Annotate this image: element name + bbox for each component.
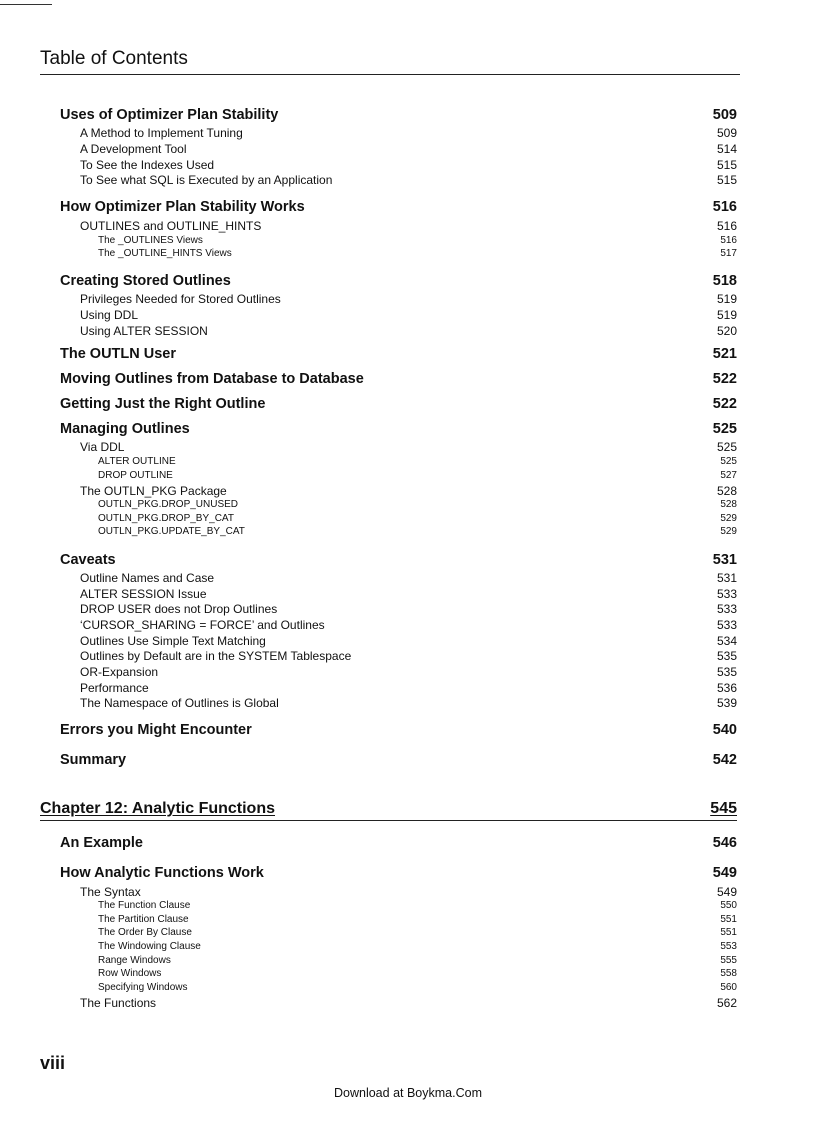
- toc-entry-label: Outlines Use Simple Text Matching: [80, 634, 266, 648]
- toc-entry[interactable]: [80, 324, 737, 338]
- toc-page-number: 551: [720, 927, 737, 938]
- toc-entry[interactable]: [80, 587, 737, 601]
- toc-page-number: 528: [720, 499, 737, 510]
- toc-page-number: 529: [720, 513, 737, 524]
- toc-entry[interactable]: [80, 571, 737, 585]
- toc-subentry[interactable]: [98, 513, 737, 524]
- toc-page-number: 550: [720, 900, 737, 911]
- toc-heading-caveats[interactable]: [60, 552, 737, 568]
- toc-subentry-label: The Windowing Clause: [98, 941, 201, 952]
- toc-entry-label: ALTER SESSION Issue: [80, 587, 207, 601]
- toc-subentry-label: OUTLN_PKG.DROP_UNUSED: [98, 499, 239, 510]
- toc-page-number: 542: [712, 752, 737, 768]
- toc-entry-label: The OUTLN_PKG Package: [80, 484, 227, 498]
- toc-page-number: 520: [716, 324, 737, 338]
- download-credit: Download at Boykma.Com: [334, 1086, 482, 1100]
- toc-entry-label: Performance: [80, 681, 149, 695]
- page-header: [40, 48, 740, 75]
- toc-entry[interactable]: [80, 665, 737, 679]
- toc-page-number: 555: [720, 955, 737, 966]
- toc-page-number: 515: [716, 158, 737, 172]
- toc-page-number: 514: [716, 142, 737, 156]
- toc-entry-label: Via DDL: [80, 440, 125, 454]
- toc-heading-errors[interactable]: [60, 722, 737, 738]
- toc-page-number: 549: [712, 865, 737, 881]
- toc-subentry[interactable]: [98, 526, 737, 537]
- top-corner-rule: [0, 4, 52, 5]
- toc-subentry-label: ALTER OUTLINE: [98, 456, 176, 467]
- toc-page-number: 531: [712, 552, 737, 568]
- toc-page-number: 516: [712, 199, 737, 215]
- toc-subentry[interactable]: [98, 470, 737, 481]
- toc-entry-label: A Development Tool: [80, 142, 187, 156]
- toc-page-number: 533: [716, 602, 737, 616]
- toc-heading-outln-user[interactable]: [60, 346, 737, 362]
- toc-entry[interactable]: [80, 142, 737, 156]
- toc-entry[interactable]: [80, 618, 737, 632]
- toc-page-number: 517: [720, 248, 737, 259]
- toc-entry[interactable]: [80, 885, 737, 899]
- toc-page-number: 519: [716, 292, 737, 306]
- toc-entry-label: The Syntax: [80, 885, 141, 899]
- toc-heading-analytic-functions-work[interactable]: [60, 865, 737, 881]
- toc-subentry[interactable]: [98, 248, 737, 259]
- toc-page-number: 533: [716, 618, 737, 632]
- toc-entry-label: OR-Expansion: [80, 665, 159, 679]
- toc-entry[interactable]: [80, 681, 737, 695]
- toc-heading-label: How Optimizer Plan Stability Works: [60, 199, 305, 215]
- toc-subentry-label: The Order By Clause: [98, 927, 192, 938]
- toc-page-number: 528: [716, 484, 737, 498]
- folio-page-number: viii: [40, 1053, 66, 1073]
- toc-entry-label: To See what SQL is Executed by an Application: [80, 173, 333, 187]
- toc-heading-label: Creating Stored Outlines: [60, 273, 231, 289]
- toc-entry[interactable]: [80, 173, 737, 187]
- toc-heading-label: Errors you Might Encounter: [60, 722, 252, 738]
- toc-subentry-label: Row Windows: [98, 968, 162, 979]
- toc-entry[interactable]: [80, 484, 737, 498]
- chapter-title-text: Chapter 12: Analytic Functions: [40, 800, 275, 817]
- toc-entry[interactable]: [80, 308, 737, 322]
- toc-entry[interactable]: [80, 292, 737, 306]
- toc-page-number: 535: [716, 649, 737, 663]
- toc-subentry[interactable]: [98, 927, 737, 938]
- toc-subentry-label: The Partition Clause: [98, 914, 189, 925]
- toc-heading-uses-of-plan-stability[interactable]: [60, 107, 737, 123]
- toc-heading-label: The OUTLN User: [60, 346, 177, 362]
- toc-page-number: 522: [712, 371, 737, 387]
- toc-entry[interactable]: [80, 602, 737, 616]
- toc-subentry-label: Range Windows: [98, 955, 171, 966]
- toc-entry-label: Outline Names and Case: [80, 571, 215, 585]
- toc-subentry-label: The _OUTLINES Views: [98, 235, 203, 246]
- toc-page-number: 549: [716, 885, 737, 899]
- toc-heading-label: Getting Just the Right Outline: [60, 396, 266, 412]
- toc-chapter-12[interactable]: [40, 800, 737, 821]
- toc-page-number: 525: [720, 456, 737, 467]
- toc-heading-plan-stability-works[interactable]: [60, 199, 737, 215]
- toc-page-number: 518: [712, 273, 737, 289]
- toc-subentry[interactable]: [98, 900, 737, 911]
- toc-page-number: 521: [712, 346, 737, 362]
- toc-entry[interactable]: [80, 158, 737, 172]
- toc-page-number: 536: [716, 681, 737, 695]
- toc-heading-label: How Analytic Functions Work: [60, 865, 264, 881]
- chapter-title: [40, 800, 275, 818]
- toc-entry[interactable]: [80, 219, 737, 233]
- toc-page-number: 539: [716, 696, 737, 710]
- toc-page-number: 551: [720, 914, 737, 925]
- toc-page-number: 535: [716, 665, 737, 679]
- toc-entry-label: Privileges Needed for Stored Outlines: [80, 292, 281, 306]
- toc-entry[interactable]: [80, 126, 737, 140]
- toc-subentry[interactable]: [98, 968, 737, 979]
- toc-heading-right-outline[interactable]: [60, 396, 737, 412]
- toc-heading-label: Summary: [60, 752, 127, 768]
- toc-subentry[interactable]: [98, 955, 737, 966]
- toc-heading-creating-stored-outlines[interactable]: [60, 273, 737, 289]
- toc-page-number: 515: [716, 173, 737, 187]
- toc-page-number: 553: [720, 941, 737, 952]
- toc-page-number: 527: [720, 470, 737, 481]
- toc-heading-summary[interactable]: [60, 752, 737, 768]
- toc-page-number: 529: [720, 526, 737, 537]
- toc-page-number: 531: [716, 571, 737, 585]
- toc-heading-label: An Example: [60, 835, 143, 851]
- toc-entry-label: DROP USER does not Drop Outlines: [80, 602, 278, 616]
- page-title: Table of Contents: [40, 48, 188, 69]
- toc-page-number: 562: [716, 996, 737, 1010]
- toc-entry-label: OUTLINES and OUTLINE_HINTS: [80, 219, 262, 233]
- toc-page-number: 546: [712, 835, 737, 851]
- toc-subentry[interactable]: [98, 456, 737, 467]
- toc-subentry-label: DROP OUTLINE: [98, 470, 173, 481]
- toc-subentry-label: Specifying Windows: [98, 982, 188, 993]
- toc-heading-label: Managing Outlines: [60, 421, 190, 437]
- toc-page-number: 558: [720, 968, 737, 979]
- toc-entry-label: The Namespace of Outlines is Global: [80, 696, 279, 710]
- chapter-page-number: [710, 800, 737, 818]
- chapter-page-text: 545: [710, 800, 737, 817]
- toc-subentry-label: The _OUTLINE_HINTS Views: [98, 248, 232, 259]
- toc-page-number: 509: [712, 107, 737, 123]
- toc-entry-label: A Method to Implement Tuning: [80, 126, 243, 140]
- toc-subentry-label: The Function Clause: [98, 900, 191, 911]
- toc-heading-moving-outlines[interactable]: [60, 371, 737, 387]
- toc-entry-label: Using ALTER SESSION: [80, 324, 208, 338]
- toc-page-number: 533: [716, 587, 737, 601]
- toc-page-number: 516: [716, 219, 737, 233]
- toc-page-number: 540: [712, 722, 737, 738]
- toc-entry-label: Using DDL: [80, 308, 139, 322]
- toc-entry-label: Outlines by Default are in the SYSTEM Tablespace: [80, 649, 352, 663]
- toc-entry[interactable]: [80, 649, 737, 663]
- toc-page-number: 519: [716, 308, 737, 322]
- toc-page-number: 522: [712, 396, 737, 412]
- toc-page-number: 525: [716, 440, 737, 454]
- toc-subentry[interactable]: [98, 941, 737, 952]
- toc-heading-label: Moving Outlines from Database to Database: [60, 371, 364, 387]
- toc-subentry[interactable]: [98, 235, 737, 246]
- toc-page-number: 516: [720, 235, 737, 246]
- toc-heading-label: Caveats: [60, 552, 116, 568]
- toc-subentry[interactable]: [98, 914, 737, 925]
- toc-subentry-label: OUTLN_PKG.UPDATE_BY_CAT: [98, 526, 245, 537]
- toc-entry[interactable]: [80, 696, 737, 710]
- toc-entry[interactable]: [80, 996, 737, 1010]
- toc-subentry[interactable]: [98, 499, 737, 510]
- toc-page-number: 560: [720, 982, 737, 993]
- toc-heading-label: Uses of Optimizer Plan Stability: [60, 107, 279, 123]
- toc-subentry[interactable]: [98, 982, 737, 993]
- toc-entry[interactable]: [80, 634, 737, 648]
- toc-page-number: 509: [716, 126, 737, 140]
- toc-page-number: 534: [716, 634, 737, 648]
- toc-heading-managing-outlines[interactable]: [60, 421, 737, 437]
- toc-heading-an-example[interactable]: [60, 835, 737, 851]
- toc-entry-label: The Functions: [80, 996, 157, 1010]
- toc-entry-label: To See the Indexes Used: [80, 158, 215, 172]
- toc-subentry-label: OUTLN_PKG.DROP_BY_CAT: [98, 513, 234, 524]
- toc-page-number: 525: [712, 421, 737, 437]
- toc-entry-label: ‘CURSOR_SHARING = FORCE’ and Outlines: [80, 618, 325, 632]
- toc-entry[interactable]: [80, 440, 737, 454]
